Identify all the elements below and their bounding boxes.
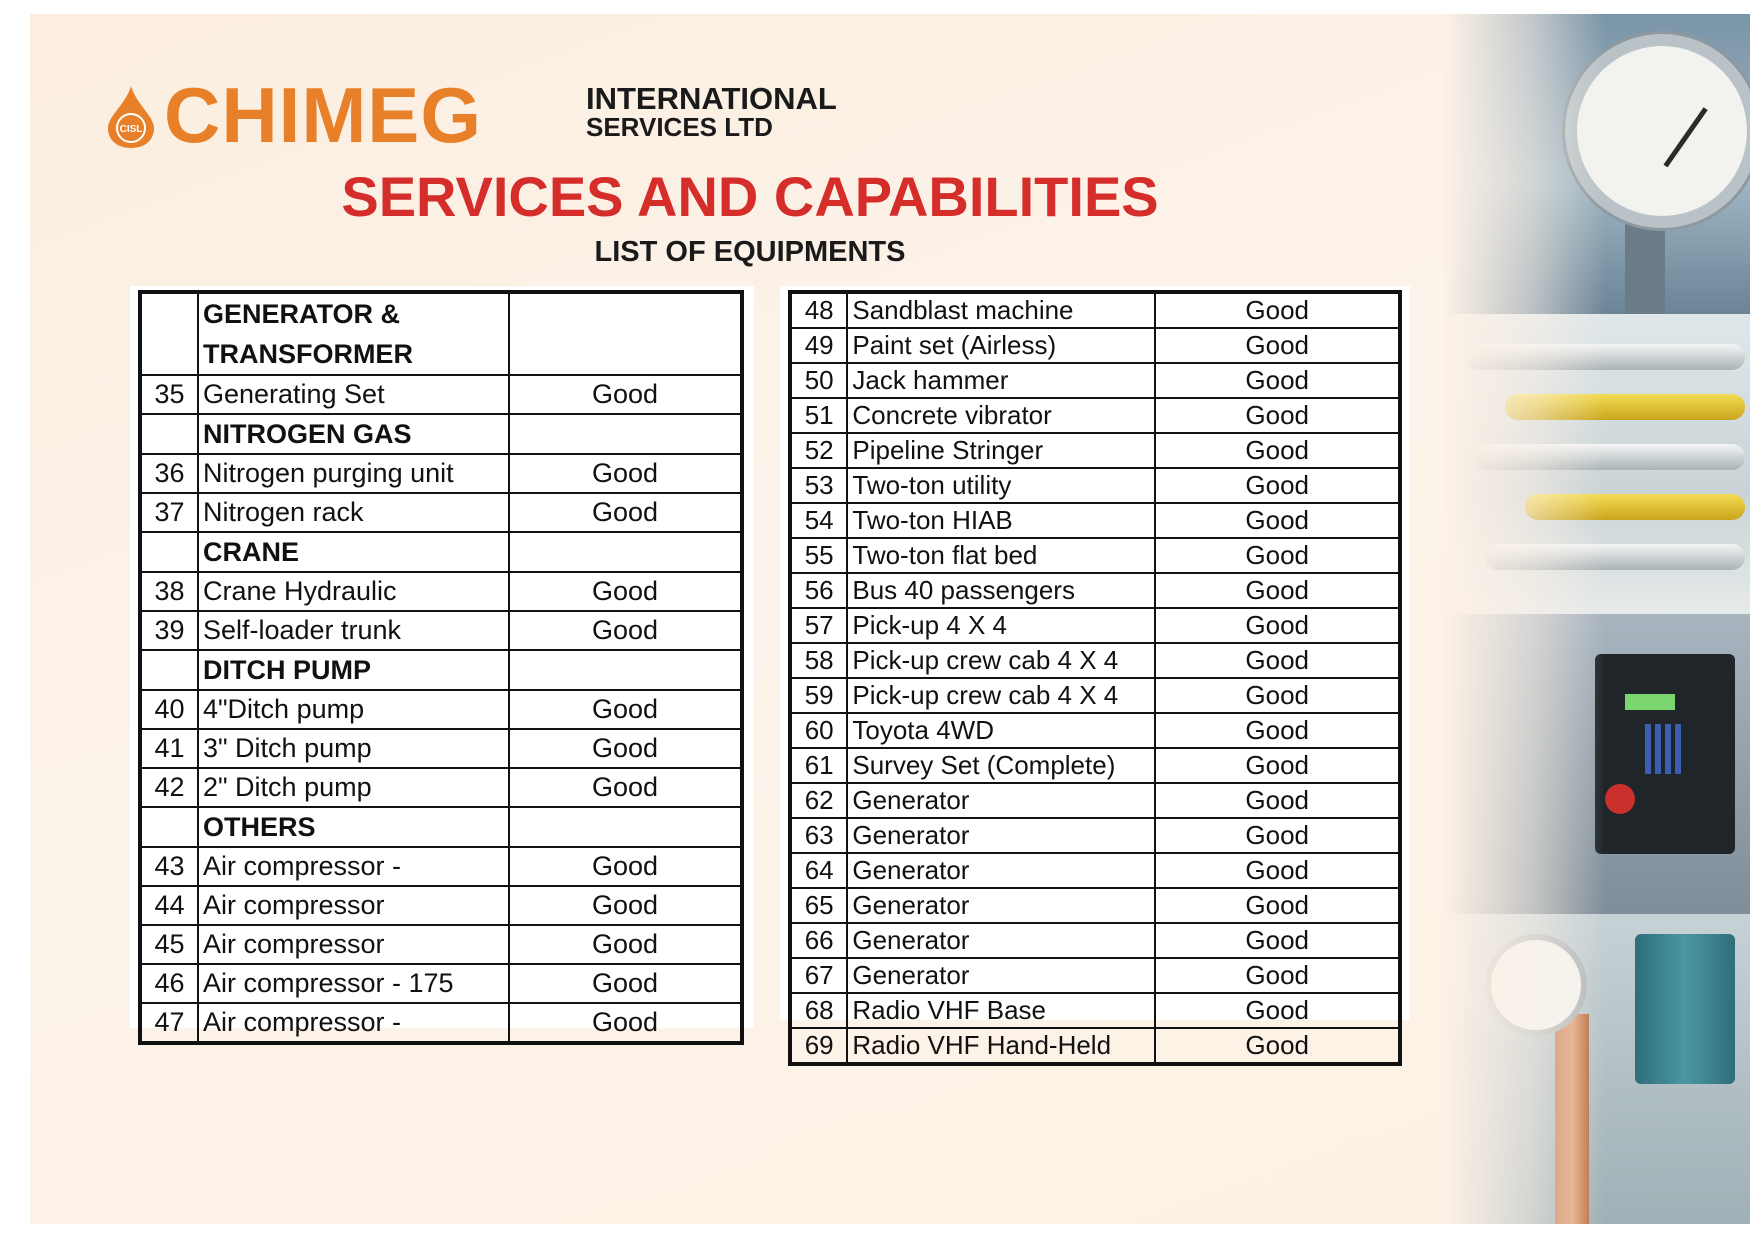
category-row: [140, 807, 742, 847]
table-row: [790, 573, 1400, 608]
control-panel-photo: [1445, 614, 1750, 914]
table-row: [140, 375, 742, 414]
table-row: [790, 328, 1400, 363]
number-cell: [140, 414, 198, 454]
equipment-name: Generator: [847, 818, 1155, 853]
equipment-name: Air compressor - 175: [198, 964, 509, 1003]
emergency-stop-icon: [1605, 784, 1635, 814]
item-number: 38: [140, 572, 198, 611]
logo-line-2: SERVICES LTD: [586, 112, 773, 142]
equipment-name: Crane Hydraulic: [198, 572, 509, 611]
equipment-name: Jack hammer: [847, 363, 1155, 398]
equipment-name: Toyota 4WD: [847, 713, 1155, 748]
item-number: 43: [140, 847, 198, 886]
category-heading: DITCH PUMP: [198, 650, 509, 690]
equipment-condition: Good: [1155, 923, 1400, 958]
category-row: [140, 650, 742, 690]
equipment-table-left: [138, 290, 744, 1045]
equipment-condition: Good: [1155, 888, 1400, 923]
category-heading: GENERATOR & TRANSFORMER: [198, 292, 509, 375]
equipment-condition: Good: [509, 729, 742, 768]
equipment-name: Pick-up crew cab 4 X 4: [847, 643, 1155, 678]
item-number: 48: [790, 292, 847, 328]
table-row: [790, 888, 1400, 923]
item-number: 40: [140, 690, 198, 729]
table-row: [790, 678, 1400, 713]
equipment-condition: Good: [1155, 538, 1400, 573]
equipment-condition: Good: [509, 847, 742, 886]
table-row: [790, 503, 1400, 538]
category-row: [140, 292, 742, 375]
item-number: 36: [140, 454, 198, 493]
equipment-name: Paint set (Airless): [847, 328, 1155, 363]
equipment-name: Two-ton HIAB: [847, 503, 1155, 538]
item-number: 59: [790, 678, 847, 713]
equipment-name: Survey Set (Complete): [847, 748, 1155, 783]
item-number: 53: [790, 468, 847, 503]
equipment-name: Two-ton flat bed: [847, 538, 1155, 573]
number-cell: [140, 650, 198, 690]
table-row: [790, 538, 1400, 573]
item-number: 69: [790, 1028, 847, 1064]
table-row: [140, 925, 742, 964]
pump-motor-icon: [1635, 934, 1735, 1084]
equipment-name: 4"Ditch pump: [198, 690, 509, 729]
number-cell: [140, 292, 198, 375]
equipment-condition: Good: [1155, 433, 1400, 468]
equipment-name: Air compressor: [198, 886, 509, 925]
item-number: 64: [790, 853, 847, 888]
item-number: 50: [790, 363, 847, 398]
number-cell: [140, 807, 198, 847]
table-row: [140, 493, 742, 532]
category-heading: NITROGEN GAS: [198, 414, 509, 454]
item-number: 52: [790, 433, 847, 468]
gauge-stem: [1625, 224, 1665, 314]
equipment-condition: Good: [509, 690, 742, 729]
table-row: [790, 292, 1400, 328]
item-number: 57: [790, 608, 847, 643]
equipment-name: Generator: [847, 853, 1155, 888]
equipment-condition: Good: [1155, 993, 1400, 1028]
pump-photo: [1445, 914, 1750, 1224]
table-row: [790, 398, 1400, 433]
equipment-condition: Good: [1155, 678, 1400, 713]
equipment-name: 2" Ditch pump: [198, 768, 509, 807]
condition-cell: [509, 414, 742, 454]
equipment-condition: Good: [509, 454, 742, 493]
pressure-gauge-photo: [1445, 14, 1750, 314]
equipment-condition: Good: [1155, 328, 1400, 363]
panel-display: [1625, 694, 1675, 710]
equipment-name: Generator: [847, 958, 1155, 993]
equipment-name: 3" Ditch pump: [198, 729, 509, 768]
item-number: 60: [790, 713, 847, 748]
table-row: [790, 923, 1400, 958]
table-row: [790, 468, 1400, 503]
item-number: 63: [790, 818, 847, 853]
equipment-name: Generator: [847, 783, 1155, 818]
equipment-condition: Good: [1155, 363, 1400, 398]
equipment-name: Self-loader trunk: [198, 611, 509, 650]
table-row: [140, 454, 742, 493]
item-number: 42: [140, 768, 198, 807]
equipment-condition: Good: [1155, 292, 1400, 328]
item-number: 55: [790, 538, 847, 573]
equipment-condition: Good: [509, 493, 742, 532]
item-number: 68: [790, 993, 847, 1028]
equipment-condition: Good: [1155, 573, 1400, 608]
equipment-name: Radio VHF Base: [847, 993, 1155, 1028]
equipment-condition: Good: [509, 886, 742, 925]
equipment-name: Pipeline Stringer: [847, 433, 1155, 468]
table-row: [790, 713, 1400, 748]
item-number: 61: [790, 748, 847, 783]
table-row: [140, 572, 742, 611]
panel-keypad: [1645, 724, 1685, 774]
table-row: [790, 853, 1400, 888]
page-title: SERVICES AND CAPABILITIES: [341, 165, 1159, 228]
equipment-table-right: [788, 290, 1402, 1066]
equipment-name: Pick-up crew cab 4 X 4: [847, 678, 1155, 713]
table-row: [140, 1003, 742, 1043]
table-row: [790, 608, 1400, 643]
oil-drop-icon: [106, 84, 156, 150]
condition-cell: [509, 650, 742, 690]
item-number: 49: [790, 328, 847, 363]
equipment-condition: Good: [1155, 818, 1400, 853]
equipment-condition: Good: [1155, 783, 1400, 818]
item-number: 41: [140, 729, 198, 768]
table-row: [140, 847, 742, 886]
equipment-condition: Good: [509, 964, 742, 1003]
table-row: [790, 958, 1400, 993]
equipment-condition: Good: [1155, 398, 1400, 433]
equipment-condition: Good: [509, 375, 742, 414]
equipment-name: Concrete vibrator: [847, 398, 1155, 433]
table-row: [790, 363, 1400, 398]
number-cell: [140, 532, 198, 572]
table-row: [790, 818, 1400, 853]
equipment-name: Pick-up 4 X 4: [847, 608, 1155, 643]
equipment-condition: Good: [1155, 503, 1400, 538]
logo-tagline: [586, 81, 837, 142]
equipment-condition: Good: [509, 572, 742, 611]
equipment-condition: Good: [509, 925, 742, 964]
industrial-photo-strip: [1445, 14, 1750, 1224]
equipment-name: Air compressor -: [198, 1003, 509, 1043]
equipment-name: Two-ton utility: [847, 468, 1155, 503]
table-row: [790, 748, 1400, 783]
item-number: 54: [790, 503, 847, 538]
pipeline-photo: [1445, 314, 1750, 614]
condition-cell: [509, 292, 742, 375]
equipment-condition: Good: [1155, 958, 1400, 993]
category-row: [140, 414, 742, 454]
item-number: 45: [140, 925, 198, 964]
equipment-condition: Good: [509, 611, 742, 650]
condition-cell: [509, 807, 742, 847]
equipment-name: Bus 40 passengers: [847, 573, 1155, 608]
category-heading: CRANE: [198, 532, 509, 572]
condition-cell: [509, 532, 742, 572]
equipment-table-right-card: [780, 286, 1410, 1060]
equipment-name: Nitrogen purging unit: [198, 454, 509, 493]
equipment-condition: Good: [1155, 748, 1400, 783]
logo-line-1: INTERNATIONAL: [586, 81, 837, 116]
equipment-condition: Good: [1155, 608, 1400, 643]
item-number: 58: [790, 643, 847, 678]
page-subtitle: LIST OF EQUIPMENTS: [594, 236, 906, 268]
equipment-condition: Good: [1155, 468, 1400, 503]
item-number: 65: [790, 888, 847, 923]
category-heading: OTHERS: [198, 807, 509, 847]
equipment-name: Radio VHF Hand-Held: [847, 1028, 1155, 1064]
equipment-condition: Good: [509, 768, 742, 807]
equipment-name: Generator: [847, 888, 1155, 923]
item-number: 67: [790, 958, 847, 993]
table-row: [790, 1028, 1400, 1064]
table-row: [140, 729, 742, 768]
table-row: [140, 768, 742, 807]
equipment-name: Nitrogen rack: [198, 493, 509, 532]
table-row: [140, 886, 742, 925]
equipment-condition: Good: [1155, 713, 1400, 748]
equipment-name: Generator: [847, 923, 1155, 958]
item-number: 51: [790, 398, 847, 433]
item-number: 66: [790, 923, 847, 958]
table-row: [790, 783, 1400, 818]
equipment-condition: Good: [509, 1003, 742, 1043]
item-number: 44: [140, 886, 198, 925]
item-number: 39: [140, 611, 198, 650]
item-number: 56: [790, 573, 847, 608]
table-row: [140, 964, 742, 1003]
equipment-name: Generating Set: [198, 375, 509, 414]
table-row: [140, 690, 742, 729]
logo-wordmark: CHIMEG: [164, 71, 482, 159]
poster-page: [30, 14, 1750, 1224]
equipment-table-left-card: [130, 286, 754, 1037]
logo-badge-text: CISL: [119, 124, 143, 135]
table-row: [790, 643, 1400, 678]
table-row: [790, 993, 1400, 1028]
equipment-condition: Good: [1155, 643, 1400, 678]
item-number: 62: [790, 783, 847, 818]
equipment-condition: Good: [1155, 853, 1400, 888]
item-number: 47: [140, 1003, 198, 1043]
equipment-name: Sandblast machine: [847, 292, 1155, 328]
equipment-name: Air compressor: [198, 925, 509, 964]
item-number: 35: [140, 375, 198, 414]
item-number: 37: [140, 493, 198, 532]
table-row: [140, 611, 742, 650]
table-row: [790, 433, 1400, 468]
item-number: 46: [140, 964, 198, 1003]
equipment-name: Air compressor -: [198, 847, 509, 886]
equipment-condition: Good: [1155, 1028, 1400, 1064]
category-row: [140, 532, 742, 572]
